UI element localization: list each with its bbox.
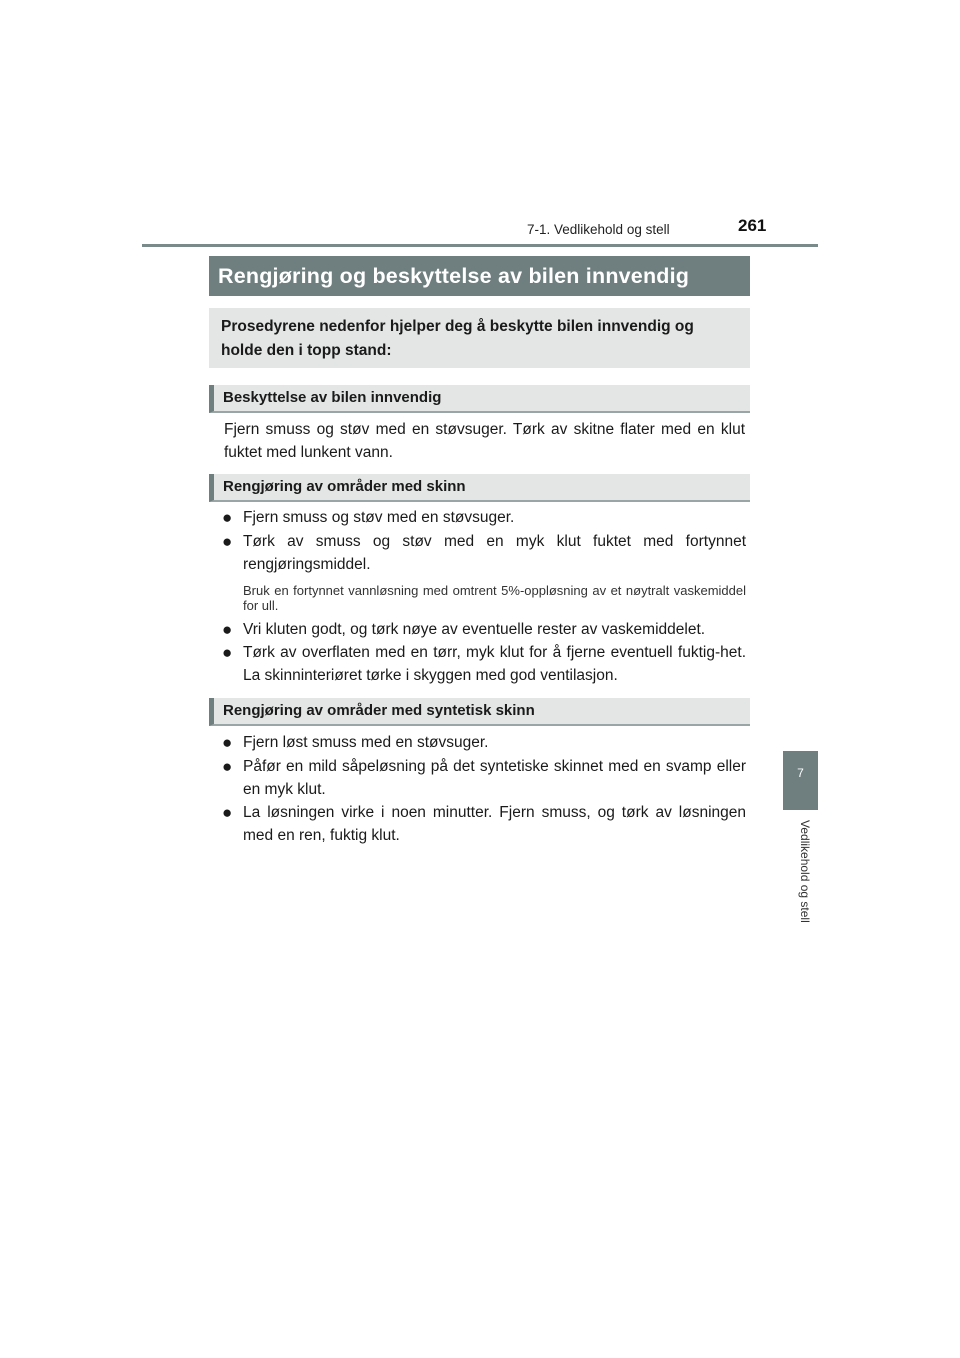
list-item: ● Vri kluten godt, og tørk nøye av eventuelle rester av vaskemiddelet. [222, 620, 706, 639]
list-item: ● Påfør en mild såpeløsning på det syntetiske skinnet med en svamp eller en myk klut. [222, 757, 746, 798]
bullet-icon: ● [222, 803, 233, 822]
chapter-tab [783, 751, 818, 810]
bullet-icon: ● [222, 532, 233, 551]
section-title: 7-1. Vedlikehold og stell [527, 222, 670, 237]
note-text: Bruk en fortynnet vannløsning med omtrent 5%-oppløsning av et nøytralt vaskemiddel for ull. [243, 583, 746, 613]
bullet-icon: ● [222, 508, 233, 527]
chapter-tab-label: Vedlikehold og stell [798, 820, 812, 923]
bullet-icon: ● [222, 643, 233, 662]
main-title: Rengjøring og beskyttelse av bilen innvendig [209, 256, 750, 296]
bullet-icon: ● [222, 733, 233, 752]
list-item: ● Tørk av smuss og støv med en myk klut fuktet med fortynnet rengjøringsmiddel. [222, 532, 746, 573]
list-item: ● Tørk av overflaten med en tørr, myk klut for å fjerne eventuell fuktig-het. La skinninteriøret tørke i skyggen med god ventilasjon. [222, 643, 746, 684]
subheading-interior-protection: Beskyttelse av bilen innvendig [209, 385, 750, 413]
list-item: ● Fjern løst smuss med en støvsuger. [222, 733, 489, 752]
chapter-tab-number: 7 [797, 766, 804, 780]
page-number: 261 [738, 216, 767, 235]
paragraph-interior-protection: Fjern smuss og støv med en støvsuger. Tørk av skitne flater med en klut fuktet med lunkent vann. [224, 421, 745, 461]
bullet-icon: ● [222, 757, 233, 776]
header-divider [142, 244, 818, 247]
intro-box: Prosedyrene nedenfor hjelper deg å beskytte bilen innvendig og holde den i topp stand: [209, 308, 750, 368]
subheading-synthetic-leather: Rengjøring av områder med syntetisk skinn [209, 698, 750, 726]
bullet-icon: ● [222, 620, 233, 639]
list-item: ● La løsningen virke i noen minutter. Fjern smuss, og tørk av løsningen med en ren, fuktig klut. [222, 803, 746, 844]
list-item: ● Fjern smuss og støv med en støvsuger. [222, 508, 515, 527]
subheading-leather: Rengjøring av områder med skinn [209, 474, 750, 502]
